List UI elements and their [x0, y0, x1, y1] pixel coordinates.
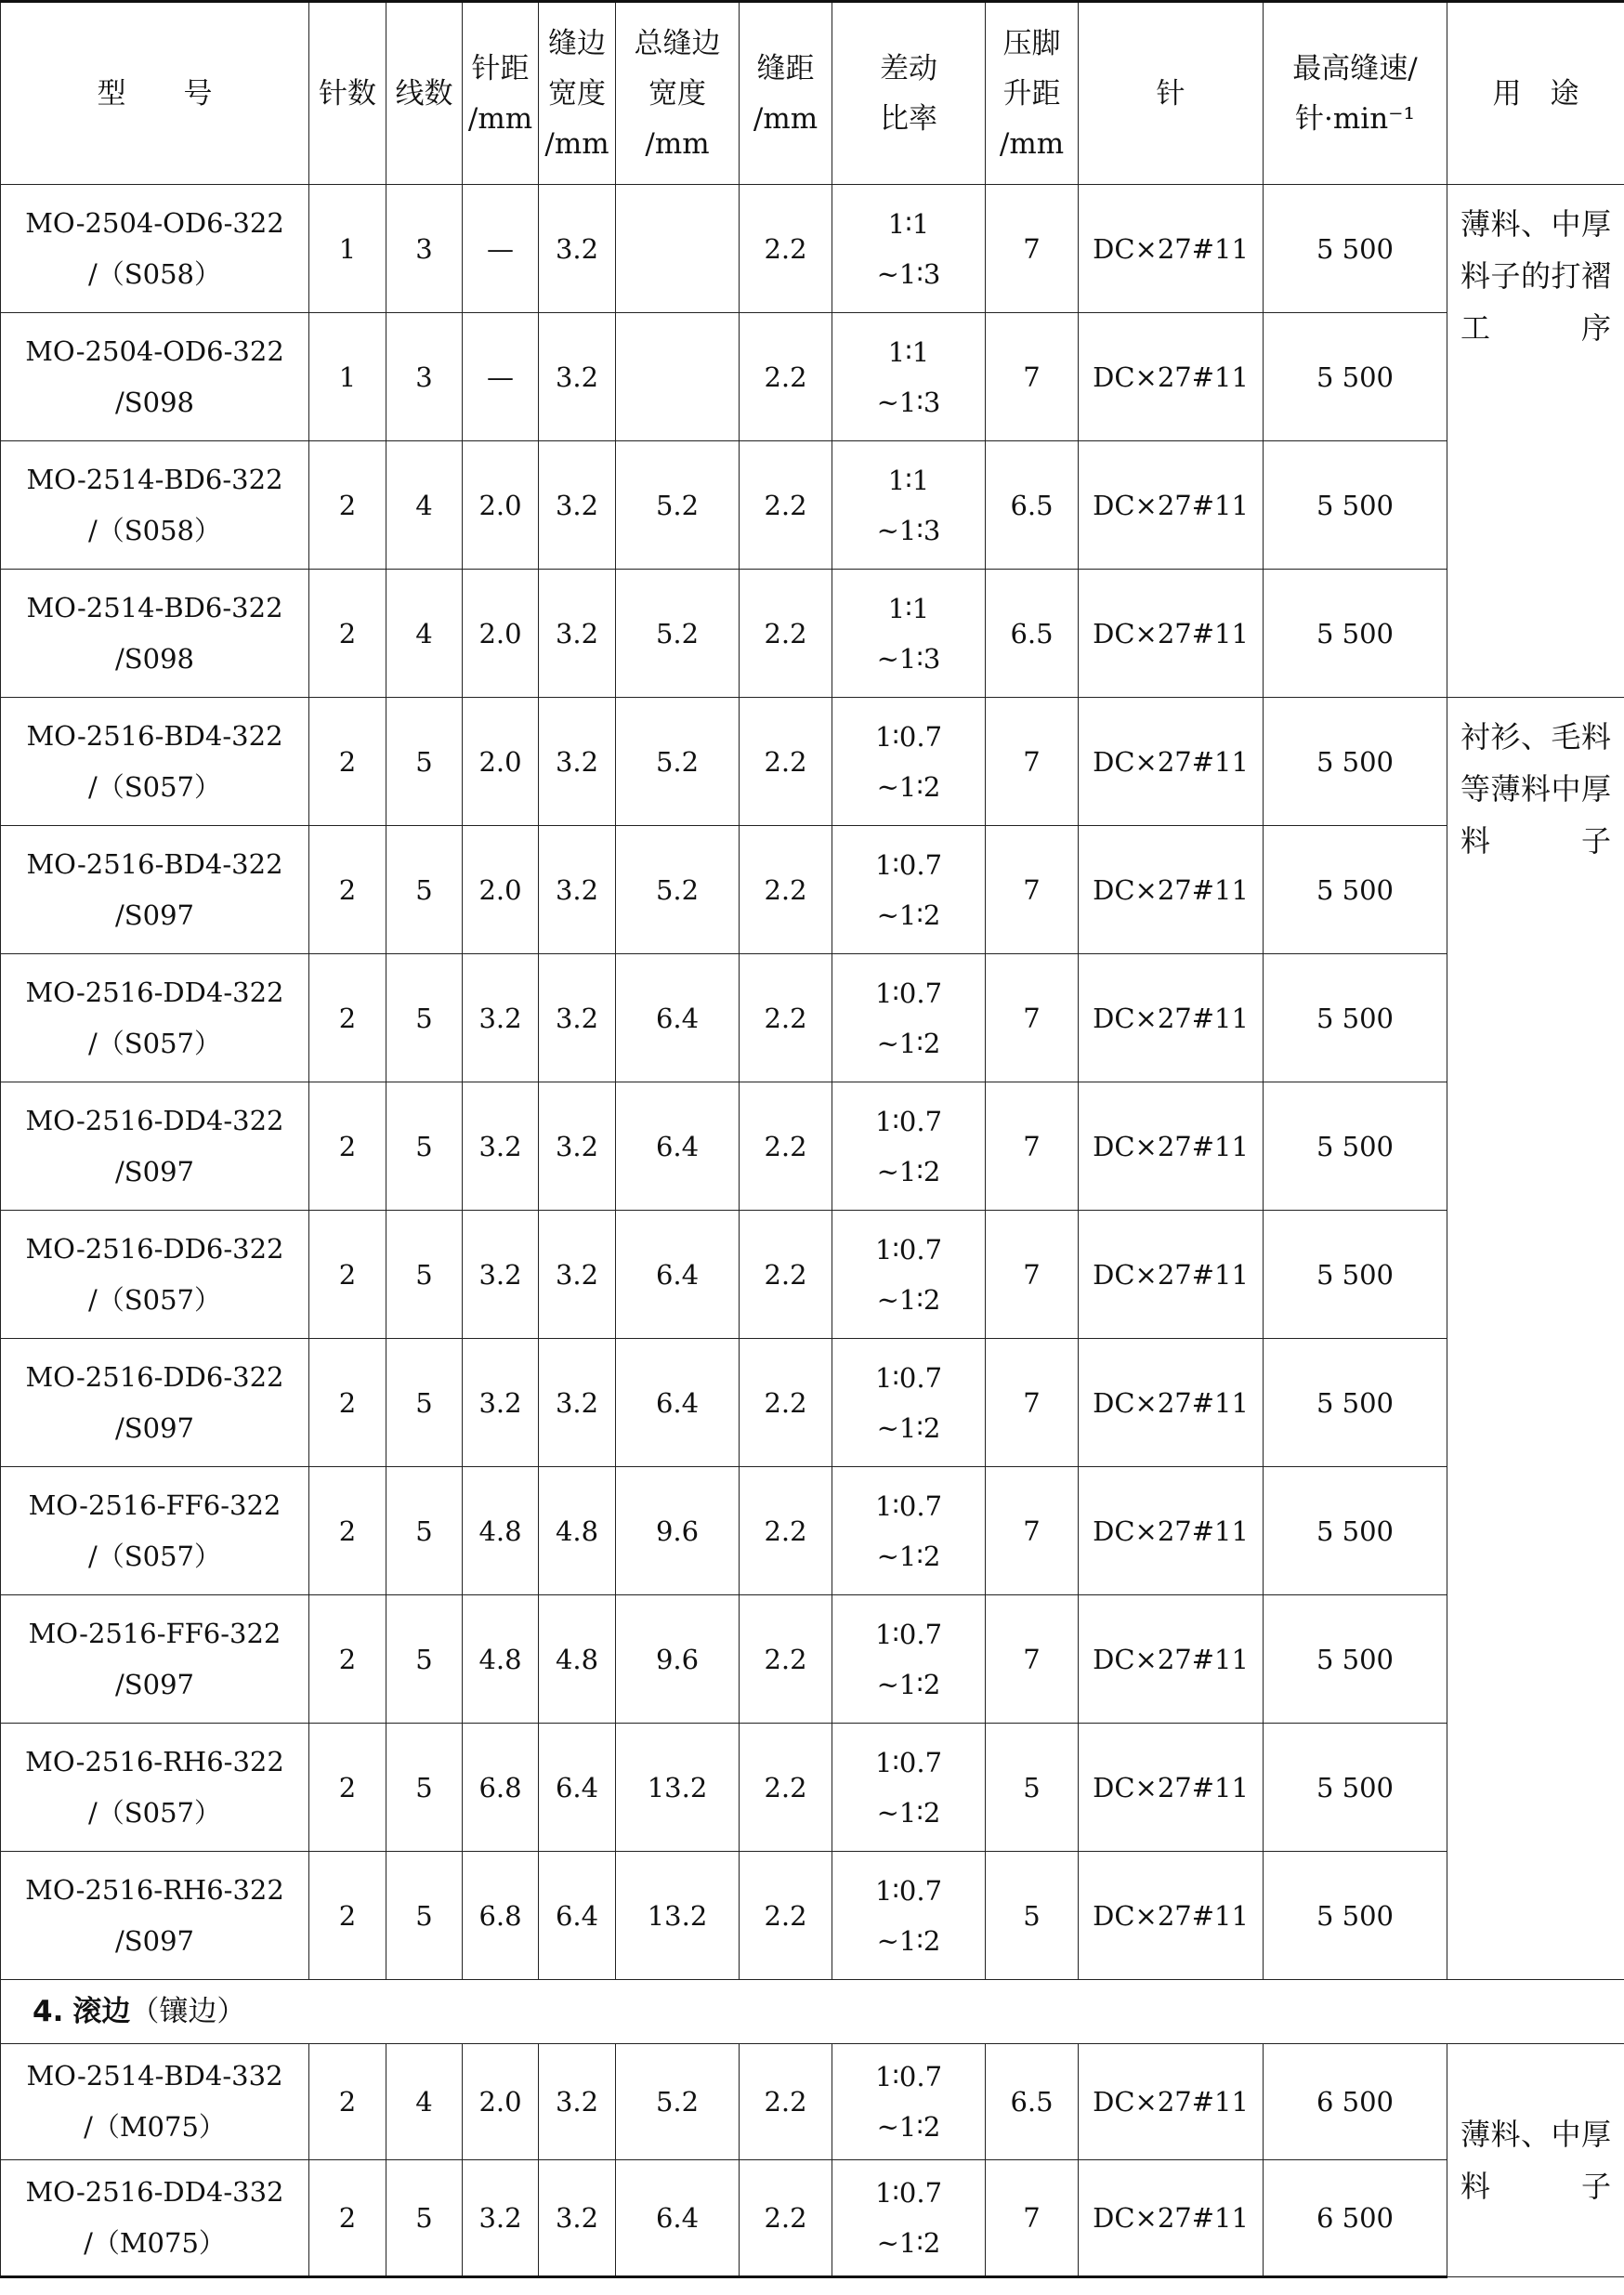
max-speed-cell: 5 500 [1264, 1595, 1447, 1724]
model-cell-line: MO-2514-BD4-332 [26, 2060, 283, 2092]
diff-ratio-cell [832, 1467, 986, 1595]
total-width-cell: 6.4 [616, 1339, 740, 1467]
model-cell [1, 2160, 309, 2277]
table-row [1, 1082, 1624, 1211]
model-cell [1, 185, 309, 313]
model-cell-line: /（S057） [88, 1283, 221, 1316]
model-cell-line: /（S058） [88, 257, 221, 290]
total-width-cell: 5.2 [616, 2044, 740, 2160]
max-speed-cell: 5 500 [1264, 1467, 1447, 1595]
table-row [1, 1211, 1624, 1339]
stitch-cell: 2.2 [740, 2044, 832, 2160]
model-cell [1, 1339, 309, 1467]
max-speed-cell: 5 500 [1264, 570, 1447, 698]
diff-ratio-cell-line: ~1∶2 [876, 1283, 941, 1316]
model-cell [1, 1082, 309, 1211]
threads-cell: 5 [386, 1852, 463, 1980]
column-header [386, 2, 463, 185]
max-speed-cell: 6 500 [1264, 2044, 1447, 2160]
presser-lift-cell: 7 [986, 1082, 1079, 1211]
presser-lift-cell: 6.5 [986, 441, 1079, 570]
model-cell-line: /S097 [115, 898, 194, 931]
diff-ratio-cell-line: ~1∶2 [876, 898, 941, 931]
diff-ratio-cell [832, 570, 986, 698]
needles-cell: 1 [309, 313, 386, 441]
model-cell-line: MO-2516-DD6-322 [25, 1232, 284, 1265]
diff-ratio-cell-line: 1∶1 [887, 464, 930, 496]
max-speed-cell: 5 500 [1264, 313, 1447, 441]
stitch-cell: 2.2 [740, 1724, 832, 1852]
column-header-line: 总缝边 [634, 26, 721, 60]
diff-ratio-cell-line: ~1∶3 [876, 642, 941, 675]
needles-cell: 2 [309, 570, 386, 698]
column-header [463, 2, 539, 185]
column-header [1447, 2, 1624, 185]
needles-cell: 2 [309, 1724, 386, 1852]
threads-cell: 5 [386, 1595, 463, 1724]
stitch-cell: 2.2 [740, 313, 832, 441]
total-width-cell: 13.2 [616, 1724, 740, 1852]
column-header-line: /mm [467, 101, 533, 136]
total-width-cell: 13.2 [616, 1852, 740, 1980]
diff-ratio-cell [832, 1724, 986, 1852]
threads-cell: 5 [386, 2160, 463, 2277]
column-header [1264, 2, 1447, 185]
diff-ratio-cell [832, 185, 986, 313]
usage-cell: 薄料、中厚料子 [1447, 2044, 1624, 2277]
seam-width-cell: 6.4 [539, 1724, 616, 1852]
diff-ratio-cell [832, 954, 986, 1082]
diff-ratio-cell-line: 1∶0.7 [874, 2061, 943, 2092]
diff-ratio-cell-line: 1∶1 [887, 207, 930, 240]
needle-gap-cell: — [463, 313, 539, 441]
model-cell-line: MO-2514-BD6-322 [26, 591, 283, 623]
needle-gap-cell: 6.8 [463, 1724, 539, 1852]
threads-cell: 4 [386, 2044, 463, 2160]
column-header [1, 2, 309, 185]
total-width-cell: 9.6 [616, 1467, 740, 1595]
diff-ratio-cell-line: ~1∶2 [876, 1924, 941, 1957]
max-speed-cell: 5 500 [1264, 698, 1447, 826]
column-header-line: 针·min⁻¹ [1295, 101, 1415, 136]
table-row [1, 570, 1624, 698]
model-cell-line: MO-2516-FF6-322 [28, 1488, 282, 1521]
needle-cell: DC×27#11 [1079, 1467, 1264, 1595]
stitch-cell: 2.2 [740, 954, 832, 1082]
column-header-line: 针数 [319, 76, 376, 111]
needle-gap-cell: 2.0 [463, 441, 539, 570]
needle-gap-cell: 3.2 [463, 1082, 539, 1211]
needle-cell: DC×27#11 [1079, 698, 1264, 826]
presser-lift-cell: 6.5 [986, 570, 1079, 698]
section-heading-row [1, 1980, 1624, 2044]
stitch-cell: 2.2 [740, 185, 832, 313]
presser-lift-cell: 7 [986, 313, 1079, 441]
column-header [986, 2, 1079, 185]
seam-width-cell: 3.2 [539, 2044, 616, 2160]
diff-ratio-cell-line: ~1∶3 [876, 257, 941, 290]
needles-cell: 2 [309, 2160, 386, 2277]
diff-ratio-cell [832, 1852, 986, 1980]
diff-ratio-cell-line: 1∶1 [887, 335, 930, 368]
stitch-cell: 2.2 [740, 441, 832, 570]
model-cell-line: MO-2516-RH6-322 [25, 1745, 284, 1777]
seam-width-cell: 3.2 [539, 1211, 616, 1339]
max-speed-cell: 5 500 [1264, 1339, 1447, 1467]
diff-ratio-cell [832, 1082, 986, 1211]
threads-cell: 5 [386, 1724, 463, 1852]
column-header-line: 宽度 [648, 76, 706, 111]
column-header [616, 2, 740, 185]
threads-cell: 4 [386, 441, 463, 570]
presser-lift-cell: 7 [986, 1467, 1079, 1595]
seam-width-cell: 3.2 [539, 313, 616, 441]
column-header-line: 压脚 [1002, 26, 1061, 60]
diff-ratio-cell-line: ~1∶2 [876, 770, 941, 803]
seam-width-cell: 3.2 [539, 698, 616, 826]
table-row [1, 1467, 1624, 1595]
model-cell-line: /（S058） [88, 514, 221, 546]
seam-width-cell: 3.2 [539, 826, 616, 954]
total-width-cell [616, 185, 740, 313]
model-cell [1, 1467, 309, 1595]
model-cell [1, 1595, 309, 1724]
max-speed-cell: 5 500 [1264, 185, 1447, 313]
stitch-cell: 2.2 [740, 1595, 832, 1724]
column-header-line: 最高缝速/ [1292, 51, 1418, 85]
column-header [832, 2, 986, 185]
usage-cell: 衬衫、毛料等薄料中厚料子 [1447, 698, 1624, 1980]
column-header-line: 差动 [880, 51, 937, 85]
needle-gap-cell: 3.2 [463, 2160, 539, 2277]
diff-ratio-cell [832, 2044, 986, 2160]
table-row [1, 826, 1624, 954]
diff-ratio-cell-line: 1∶0.7 [874, 1874, 943, 1907]
section-heading [1, 1980, 1624, 2044]
total-width-cell: 5.2 [616, 570, 740, 698]
diff-ratio-cell-line: ~1∶2 [876, 2227, 941, 2259]
diff-ratio-cell-line: ~1∶2 [876, 1411, 941, 1444]
needle-cell: DC×27#11 [1079, 2160, 1264, 2277]
total-width-cell [616, 313, 740, 441]
presser-lift-cell: 7 [986, 1211, 1079, 1339]
stitch-cell: 2.2 [740, 1211, 832, 1339]
model-cell-line: MO-2516-BD4-322 [26, 719, 283, 752]
header-row [1, 2, 1624, 185]
total-width-cell: 5.2 [616, 826, 740, 954]
table-row [1, 1852, 1624, 1980]
threads-cell: 5 [386, 954, 463, 1082]
threads-cell: 5 [386, 826, 463, 954]
model-cell [1, 1724, 309, 1852]
diff-ratio-cell-line: 1∶0.7 [874, 977, 943, 1009]
presser-lift-cell: 7 [986, 698, 1079, 826]
needles-cell: 1 [309, 185, 386, 313]
diff-ratio-cell-line: 1∶0.7 [874, 1489, 943, 1522]
stitch-cell: 2.2 [740, 698, 832, 826]
diff-ratio-cell-line: 1∶0.7 [874, 2177, 943, 2209]
needle-gap-cell: — [463, 185, 539, 313]
model-cell-line: MO-2504-OD6-322 [25, 206, 284, 239]
column-header-line: /mm [645, 126, 710, 161]
diff-ratio-cell-line: 1∶0.7 [874, 1233, 943, 1266]
diff-ratio-cell [832, 1595, 986, 1724]
needle-gap-cell: 4.8 [463, 1467, 539, 1595]
diff-ratio-cell [832, 313, 986, 441]
model-cell-line: MO-2516-DD4-322 [25, 1104, 284, 1136]
model-cell-line: /（M075） [84, 2111, 226, 2143]
stitch-cell: 2.2 [740, 570, 832, 698]
needle-gap-cell: 3.2 [463, 954, 539, 1082]
needle-cell: DC×27#11 [1079, 954, 1264, 1082]
threads-cell: 5 [386, 1082, 463, 1211]
table-row [1, 185, 1624, 313]
needle-cell: DC×27#11 [1079, 313, 1264, 441]
model-cell-line: /（M075） [84, 2227, 226, 2259]
column-header-line: /mm [753, 101, 819, 136]
diff-ratio-cell-line: ~1∶3 [876, 386, 941, 418]
needle-gap-cell: 3.2 [463, 1339, 539, 1467]
model-cell-line: /S097 [115, 1155, 194, 1187]
model-cell-line: MO-2514-BD6-322 [26, 463, 283, 495]
total-width-cell: 6.4 [616, 1082, 740, 1211]
presser-lift-cell: 5 [986, 1852, 1079, 1980]
model-cell-line: /（S057） [88, 1796, 221, 1829]
needles-cell: 2 [309, 826, 386, 954]
needle-gap-cell: 2.0 [463, 698, 539, 826]
column-header-line: /mm [544, 126, 609, 161]
column-header [309, 2, 386, 185]
needle-gap-cell: 2.0 [463, 826, 539, 954]
needle-cell: DC×27#11 [1079, 185, 1264, 313]
diff-ratio-cell-line: 1∶0.7 [874, 848, 943, 881]
needle-cell: DC×27#11 [1079, 2044, 1264, 2160]
seam-width-cell: 3.2 [539, 1339, 616, 1467]
model-cell [1, 1852, 309, 1980]
model-cell [1, 954, 309, 1082]
diff-ratio-cell [832, 1211, 986, 1339]
needle-gap-cell: 2.0 [463, 2044, 539, 2160]
needle-cell: DC×27#11 [1079, 1082, 1264, 1211]
table-row [1, 1339, 1624, 1467]
column-header [1079, 2, 1264, 185]
presser-lift-cell: 6.5 [986, 2044, 1079, 2160]
max-speed-cell: 5 500 [1264, 1082, 1447, 1211]
table-row [1, 954, 1624, 1082]
model-cell [1, 2044, 309, 2160]
table-row [1, 2160, 1624, 2277]
column-header-line: 针 [1156, 76, 1185, 111]
stitch-cell: 2.2 [740, 1852, 832, 1980]
column-header-line: 升距 [1002, 76, 1061, 111]
max-speed-cell: 5 500 [1264, 954, 1447, 1082]
threads-cell: 5 [386, 698, 463, 826]
seam-width-cell: 4.8 [539, 1595, 616, 1724]
total-width-cell: 6.4 [616, 2160, 740, 2277]
section-note: （镶边） [130, 1995, 246, 2028]
model-cell-line: MO-2516-FF6-322 [28, 1617, 282, 1649]
needle-cell: DC×27#11 [1079, 826, 1264, 954]
needle-cell: DC×27#11 [1079, 441, 1264, 570]
model-cell-line: /（S057） [88, 770, 221, 803]
needles-cell: 2 [309, 954, 386, 1082]
diff-ratio-cell [832, 1339, 986, 1467]
stitch-cell: 2.2 [740, 1339, 832, 1467]
model-cell-line: /S098 [115, 386, 194, 418]
threads-cell: 5 [386, 1211, 463, 1339]
model-cell [1, 698, 309, 826]
model-cell-line: /S097 [115, 1924, 194, 1957]
diff-ratio-cell-line: ~1∶2 [876, 1796, 941, 1829]
presser-lift-cell: 7 [986, 1339, 1079, 1467]
model-cell-line: /S098 [115, 642, 194, 675]
max-speed-cell: 5 500 [1264, 1724, 1447, 1852]
seam-width-cell: 3.2 [539, 441, 616, 570]
model-cell-line: /（S057） [88, 1540, 221, 1572]
threads-cell: 3 [386, 185, 463, 313]
diff-ratio-cell-line: ~1∶3 [876, 514, 941, 546]
seam-width-cell: 3.2 [539, 185, 616, 313]
section-number: 4. [33, 1995, 64, 2028]
total-width-cell: 5.2 [616, 698, 740, 826]
model-cell [1, 441, 309, 570]
column-header [539, 2, 616, 185]
stitch-cell: 2.2 [740, 1467, 832, 1595]
usage-cell: 薄料、中厚料子的打褶工序 [1447, 185, 1624, 698]
seam-width-cell: 4.8 [539, 1467, 616, 1595]
diff-ratio-cell [832, 698, 986, 826]
column-header-line: 用 途 [1492, 76, 1579, 111]
column-header-line: /mm [999, 126, 1065, 161]
needle-cell: DC×27#11 [1079, 1724, 1264, 1852]
stitch-cell: 2.2 [740, 2160, 832, 2277]
model-cell-line: MO-2516-RH6-322 [25, 1873, 284, 1906]
needles-cell: 2 [309, 698, 386, 826]
needles-cell: 2 [309, 441, 386, 570]
threads-cell: 5 [386, 1467, 463, 1595]
diff-ratio-cell-line: ~1∶2 [876, 1540, 941, 1572]
needles-cell: 2 [309, 1467, 386, 1595]
max-speed-cell: 5 500 [1264, 1852, 1447, 1980]
diff-ratio-cell [832, 2160, 986, 2277]
needles-cell: 2 [309, 1595, 386, 1724]
seam-width-cell: 6.4 [539, 1852, 616, 1980]
diff-ratio-cell-line: ~1∶2 [876, 1668, 941, 1700]
model-cell [1, 313, 309, 441]
max-speed-cell: 5 500 [1264, 441, 1447, 570]
diff-ratio-cell-line: 1∶0.7 [874, 1361, 943, 1394]
threads-cell: 3 [386, 313, 463, 441]
model-cell [1, 1211, 309, 1339]
needle-gap-cell: 3.2 [463, 1211, 539, 1339]
needle-cell: DC×27#11 [1079, 1852, 1264, 1980]
column-header-line: 宽度 [548, 76, 606, 111]
needle-gap-cell: 2.0 [463, 570, 539, 698]
model-cell [1, 570, 309, 698]
needles-cell: 2 [309, 1082, 386, 1211]
diff-ratio-cell-line: ~1∶2 [876, 1027, 941, 1059]
diff-ratio-cell-line: ~1∶2 [876, 1155, 941, 1187]
table-row [1, 698, 1624, 826]
needles-cell: 2 [309, 1339, 386, 1467]
needle-cell: DC×27#11 [1079, 570, 1264, 698]
max-speed-cell: 5 500 [1264, 826, 1447, 954]
total-width-cell: 5.2 [616, 441, 740, 570]
diff-ratio-cell-line: 1∶0.7 [874, 720, 943, 753]
max-speed-cell: 5 500 [1264, 1211, 1447, 1339]
model-cell [1, 826, 309, 954]
column-header-line: 缝距 [756, 51, 815, 85]
needle-cell: DC×27#11 [1079, 1339, 1264, 1467]
needle-gap-cell: 6.8 [463, 1852, 539, 1980]
presser-lift-cell: 5 [986, 1724, 1079, 1852]
model-cell-line: MO-2504-OD6-322 [25, 334, 284, 367]
column-header-line: 线数 [395, 76, 453, 111]
column-header-line: 比率 [880, 101, 937, 136]
diff-ratio-cell-line: 1∶0.7 [874, 1618, 943, 1650]
needles-cell: 2 [309, 2044, 386, 2160]
stitch-cell: 2.2 [740, 1082, 832, 1211]
column-header [740, 2, 832, 185]
threads-cell: 4 [386, 570, 463, 698]
presser-lift-cell: 7 [986, 954, 1079, 1082]
model-cell-line: /（S057） [88, 1027, 221, 1059]
needles-cell: 2 [309, 1211, 386, 1339]
diff-ratio-cell-line: 1∶1 [887, 592, 930, 624]
model-cell-line: MO-2516-DD6-322 [25, 1360, 284, 1393]
stitch-cell: 2.2 [740, 826, 832, 954]
model-cell-line: /S097 [115, 1668, 194, 1700]
table-row [1, 1595, 1624, 1724]
table-row [1, 313, 1624, 441]
column-header-line: 缝边 [548, 26, 606, 60]
seam-width-cell: 3.2 [539, 1082, 616, 1211]
table-row [1, 1724, 1624, 1852]
model-cell-line: MO-2516-BD4-322 [26, 847, 283, 880]
diff-ratio-cell-line: 1∶0.7 [874, 1105, 943, 1137]
seam-width-cell: 3.2 [539, 954, 616, 1082]
needle-cell: DC×27#11 [1079, 1211, 1264, 1339]
threads-cell: 5 [386, 1339, 463, 1467]
table-row [1, 441, 1624, 570]
column-header-line: 针距 [471, 51, 530, 85]
presser-lift-cell: 7 [986, 1595, 1079, 1724]
max-speed-cell: 6 500 [1264, 2160, 1447, 2277]
diff-ratio-cell-line: 1∶0.7 [874, 1746, 943, 1778]
diff-ratio-cell [832, 441, 986, 570]
presser-lift-cell: 7 [986, 2160, 1079, 2277]
diff-ratio-cell [832, 826, 986, 954]
model-cell-line: MO-2516-DD4-322 [25, 976, 284, 1008]
needle-cell: DC×27#11 [1079, 1595, 1264, 1724]
model-cell-line: /S097 [115, 1411, 194, 1444]
seam-width-cell: 3.2 [539, 2160, 616, 2277]
column-header-line: 型 号 [97, 76, 213, 111]
total-width-cell: 6.4 [616, 954, 740, 1082]
model-cell-line: MO-2516-DD4-332 [25, 2176, 284, 2208]
presser-lift-cell: 7 [986, 185, 1079, 313]
total-width-cell: 9.6 [616, 1595, 740, 1724]
total-width-cell: 6.4 [616, 1211, 740, 1339]
table-row [1, 2044, 1624, 2160]
needles-cell: 2 [309, 1852, 386, 1980]
diff-ratio-cell-line: ~1∶2 [876, 2111, 941, 2143]
needle-gap-cell: 4.8 [463, 1595, 539, 1724]
presser-lift-cell: 7 [986, 826, 1079, 954]
section-title: 滚边 [72, 1995, 131, 2028]
seam-width-cell: 3.2 [539, 570, 616, 698]
